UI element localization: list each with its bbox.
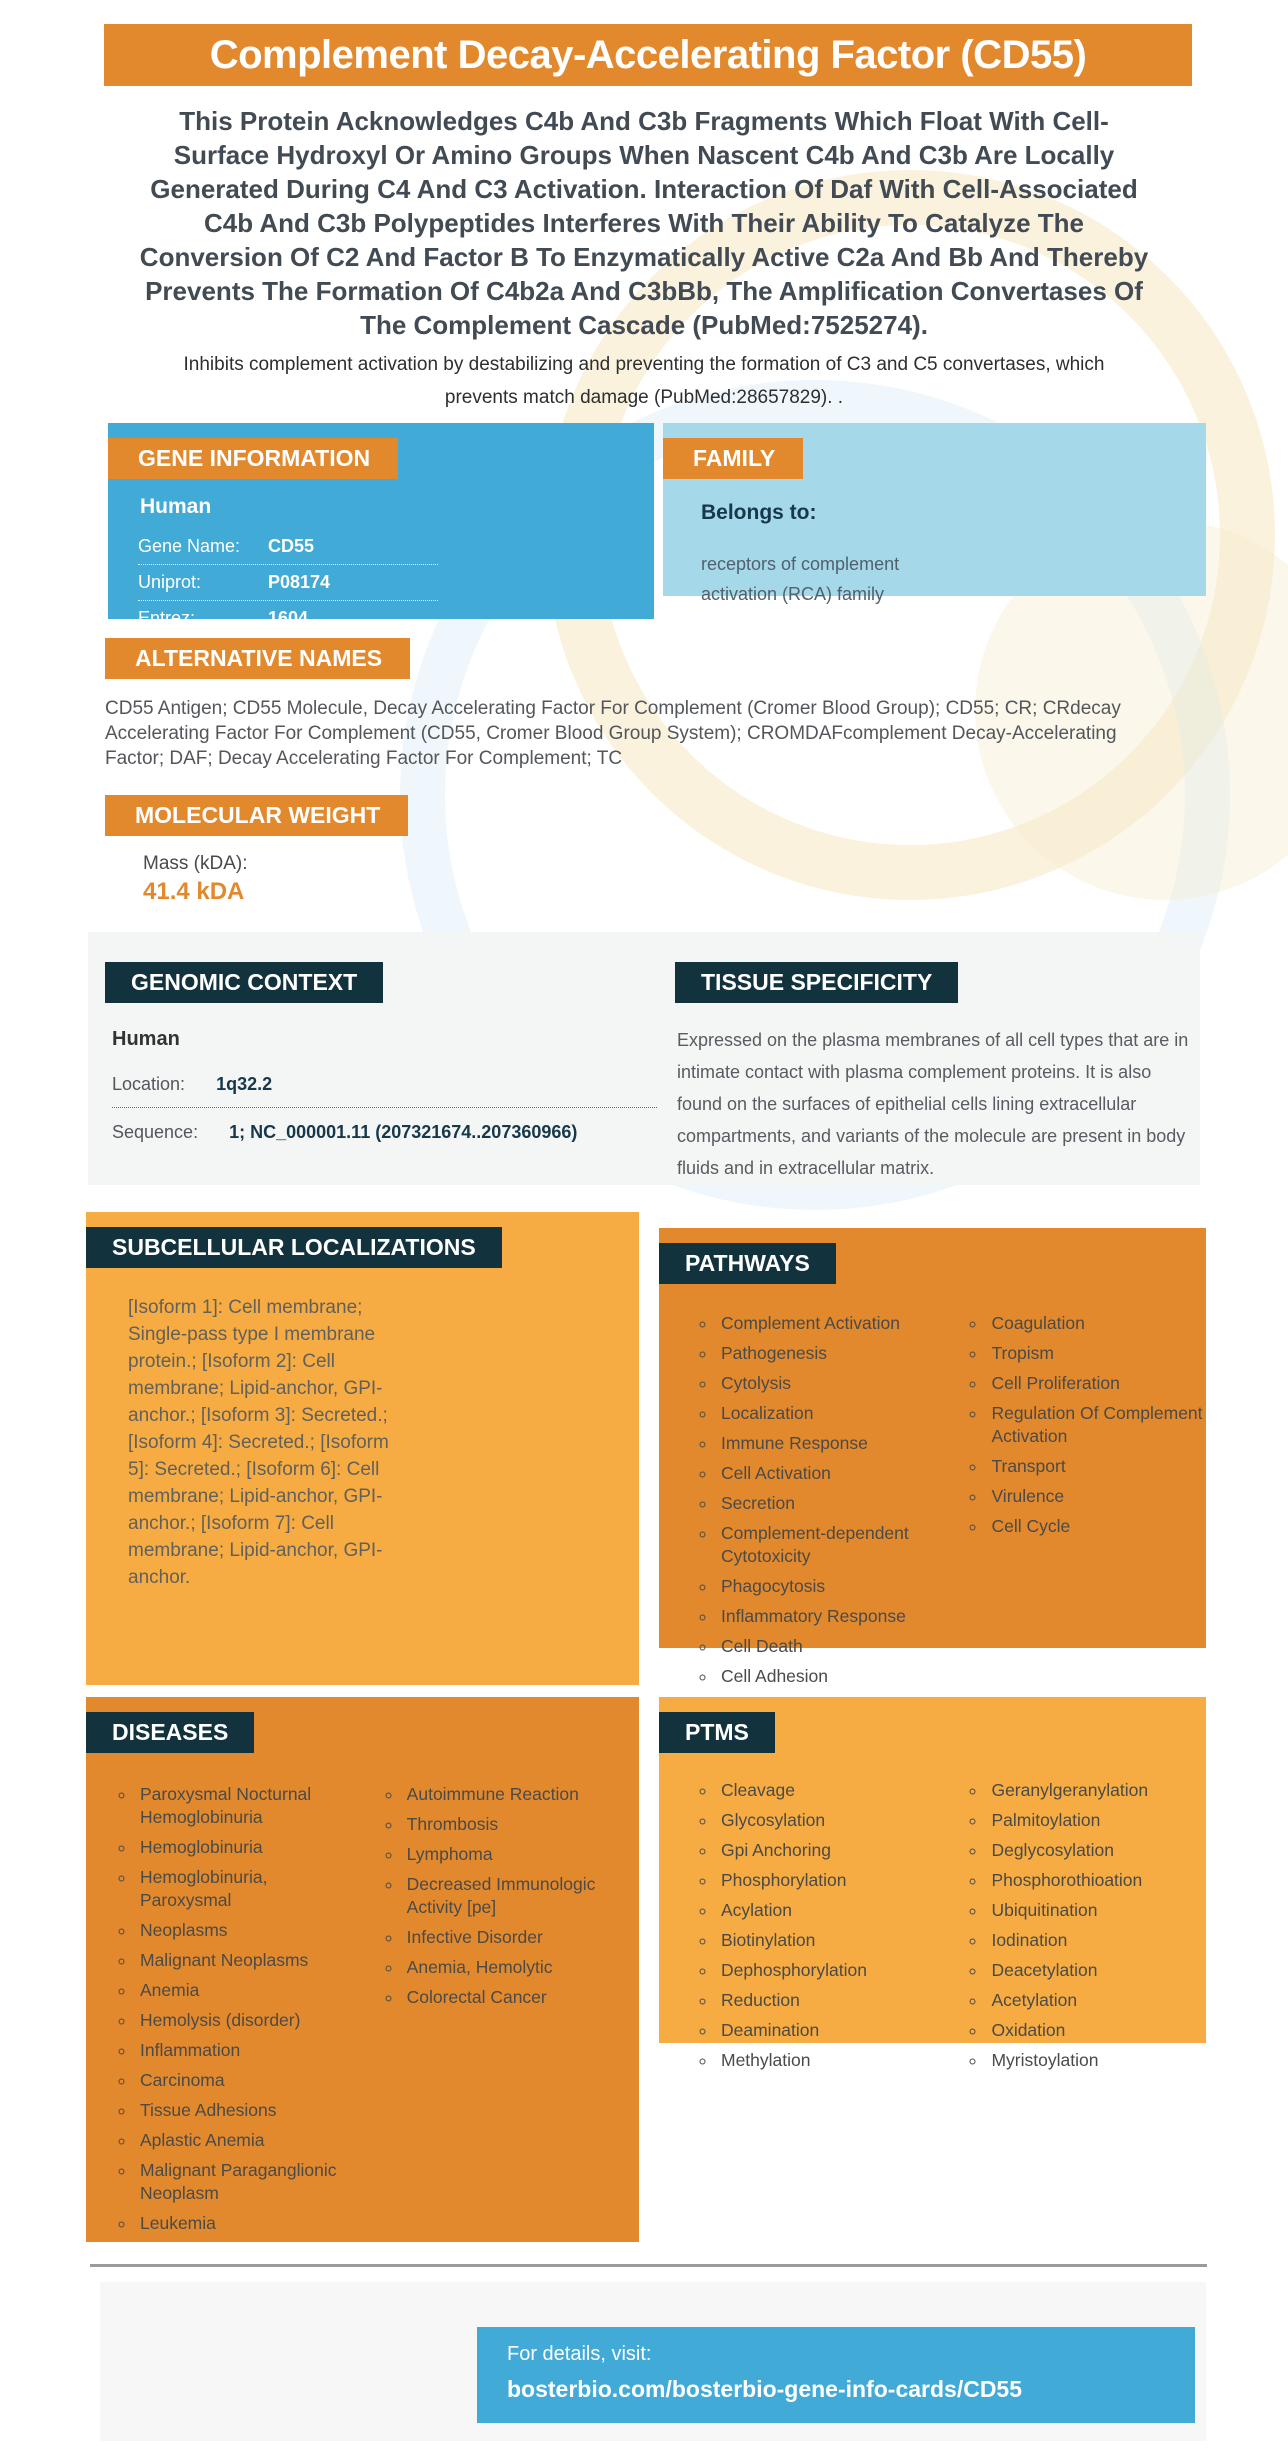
list-item: ◦ Localization [717, 1402, 937, 1425]
summary-paragraph: Inhibits complement activation by destabilizing and preventing the formation of C3 and C5 convertases, which prevents match damage (PubMed:28657829). . [183, 354, 1105, 408]
pathways-list-col2 [965, 1312, 1206, 1725]
subcellular-localizations-section [86, 1212, 639, 1685]
pathways-section [659, 1228, 1206, 1686]
uniprot-label: Uniprot: [138, 572, 202, 592]
list-item: ◦ Glycosylation [717, 1809, 937, 1832]
family-content [663, 479, 1206, 609]
ptms-columns [695, 1779, 1206, 2079]
hero-description: This Protein Acknowledges C4b And C3b Fragments Which Float With Cell-Surface Hydroxyl Or Amino Groups When Nascent C4b And C3b Are Locally Generated During C4 And C3 Activation. Interaction Of Daf With Cell-Associated C4b And C3b Polypeptides Interferes With Their Ability To Catalyze The Conversion Of C2 And Factor B To Enzymatically Active C2a And Bb And Thereby Prevents The Formation Of C4b2a And C3bBb, The Amplification Convertases Of The Complement Cascade (PubMed:7525274). [139, 106, 1149, 340]
gene-name-value: CD55 [268, 536, 315, 556]
list-item: ◦ Colorectal Cancer [403, 1986, 639, 2009]
genomic-tissue-panel [88, 932, 1200, 1185]
subcellular-localizations-heading: SUBCELLULAR LOCALIZATIONS [86, 1227, 502, 1268]
mass-label: Mass (kDA): [143, 853, 248, 874]
location-value: 1q32.2 [216, 1074, 273, 1094]
diseases-columns [114, 1783, 639, 2242]
alternative-names-heading: ALTERNATIVE NAMES [105, 638, 410, 679]
list-item: ◦ Palmitoylation [987, 1809, 1206, 1832]
sequence-value: 1; NC_000001.11 (207321674..207360966) [229, 1122, 578, 1142]
list-item: ◦ Biotinylation [717, 1929, 937, 1952]
list-item: ◦ Deacetylation [987, 1959, 1206, 1982]
gene-row-gene-name [138, 529, 438, 565]
list-item: ◦ Hemoglobinuria, Paroxysmal [136, 1866, 351, 1912]
list-item: ◦ Anemia [136, 1979, 351, 2002]
list-item: ◦ Malignant Neoplasms [136, 1949, 351, 1972]
list-item: ◦ Phosphorothioation [987, 1869, 1206, 1892]
list-item: ◦ Dephosphorylation [717, 1959, 937, 1982]
genomic-species: Human [112, 1028, 180, 1050]
page-title: Complement Decay-Accelerating Factor (CD55) [104, 24, 1192, 86]
tissue-specificity-text: Expressed on the plasma membranes of all cell types that are in intimate contact with plasma complement proteins. It is also found on the surfaces of epithelial cells lining extracellular compartments, and variants of the molecule are present in body fluids and in extracellular matrix. [677, 1030, 1189, 1178]
list-item: ◦ Complement Activation [717, 1312, 937, 1335]
list-item: ◦ Coagulation [987, 1312, 1206, 1335]
entrez-label: Entrez: [138, 608, 196, 628]
list-item: ◦ Cell Death [717, 1635, 937, 1658]
list-item: ◦ Cytolysis [717, 1372, 937, 1395]
list-item: ◦ Cell Adhesion [717, 1665, 937, 1688]
footer-divider [90, 2264, 1207, 2267]
ptms-section [659, 1697, 1206, 2070]
list-item: ◦ Virulence [987, 1485, 1206, 1508]
alternative-names-text: CD55 Antigen; CD55 Molecule, Decay Accelerating Factor For Complement (Cromer Blood Group); CD55; CR; CRdecay Accelerating Factor For Complement (CD55, Cromer Blood Group System); CROMDAFcomplement Decay-Accelerating Factor; DAF; Decay Accelerating Factor For Complement; TC [105, 698, 1121, 769]
footer-visit-label: For details, visit: [507, 2343, 652, 2365]
list-item: ◦ Carcinoma [136, 2069, 351, 2092]
location-label: Location: [112, 1074, 186, 1094]
list-item: ◦ Methylation [717, 2049, 937, 2072]
list-item: ◦ Ubiquitination [987, 1899, 1206, 1922]
family-section [663, 423, 1206, 604]
family-heading: FAMILY [663, 438, 803, 479]
footer-callout [477, 2327, 1195, 2423]
list-item: ◦ Malignant Paraganglionic Neoplasm [136, 2159, 351, 2205]
list-item: ◦ Secretion [717, 1492, 937, 1515]
list-item: ◦ Gpi Anchoring [717, 1839, 937, 1862]
molecular-weight-heading: MOLECULAR WEIGHT [105, 795, 408, 836]
uniprot-value: P08174 [268, 572, 331, 592]
gene-information-section [108, 423, 654, 628]
list-item: ◦ Deglycosylation [987, 1839, 1206, 1862]
list-item: ◦ Acylation [717, 1899, 937, 1922]
list-item: ◦ Cell Cycle [987, 1515, 1206, 1538]
list-item: ◦ Regulation Of Complement Activation [987, 1402, 1206, 1448]
diseases-section [86, 1697, 639, 2242]
ptms-list-col1 [695, 1779, 937, 2079]
list-item: ◦ Lymphoma [403, 1843, 639, 1866]
ptms-heading: PTMS [659, 1712, 775, 1753]
footer-url-link[interactable]: bosterbio.com/bosterbio-gene-info-cards/CD55 [507, 2376, 1023, 2402]
list-item: ◦ Cell Proliferation [987, 1372, 1206, 1395]
list-item: ◦ Pathogenesis [717, 1342, 937, 1365]
gene-name-label: Gene Name: [138, 536, 241, 556]
list-item: ◦ Paroxysmal Nocturnal Hemoglobinuria [136, 1783, 351, 1829]
list-item: ◦ Cleavage [717, 1779, 937, 1802]
list-item: ◦ Hemolysis (disorder) [136, 2009, 351, 2032]
list-item: ◦ Transport [987, 1455, 1206, 1478]
gene-information-content [108, 479, 654, 636]
list-item: ◦ Myristoylation [987, 2049, 1206, 2072]
list-item: ◦ Inflammation [136, 2039, 351, 2062]
list-item: ◦ Deamination [717, 2019, 937, 2042]
gene-row-uniprot [138, 565, 438, 601]
diseases-heading: DISEASES [86, 1712, 254, 1753]
list-item: ◦ Leukemia [136, 2212, 351, 2235]
belongs-to-label: Belongs to: [701, 501, 817, 524]
list-item: ◦ Complement-dependent Cytotoxicity [717, 1522, 937, 1568]
list-item: ◦ Reduction [717, 1989, 937, 2012]
diseases-list-col1 [114, 1783, 351, 2242]
list-item: ◦ Acetylation [987, 1989, 1206, 2012]
family-value: receptors of complement activation (RCA) family [701, 554, 900, 604]
mass-value: 41.4 kDA [143, 878, 245, 905]
sequence-label: Sequence: [112, 1122, 199, 1142]
list-item: ◦ Cell Activation [717, 1462, 937, 1485]
list-item: ◦ Thrombosis [403, 1813, 639, 1836]
pathways-heading: PATHWAYS [659, 1243, 836, 1284]
list-item: ◦ Phosphorylation [717, 1869, 937, 1892]
list-item: ◦ Iodination [987, 1929, 1206, 1952]
subcellular-localizations-text: [Isoform 1]: Cell membrane; Single-pass type I membrane protein.; [Isoform 2]: Cell membrane; Lipid-anchor, GPI-anchor.; [Isoform 3]: Secreted.; [Isoform 4]: Secreted.; [Isoform 5]: Secreted.; [Isoform 6]: Cell membrane; Lipid-anchor, GPI-anchor.; [Isoform 7]: Cell membrane; Lipid-anchor, GPI-anchor. [128, 1297, 389, 1588]
entrez-value: 1604 [268, 608, 309, 628]
ptms-list-col2 [965, 1779, 1206, 2079]
list-item: ◦ Hemoglobinuria [136, 1836, 351, 1859]
list-item: ◦ Tropism [987, 1342, 1206, 1365]
pathways-columns [695, 1312, 1206, 1725]
list-item: ◦ Oxidation [987, 2019, 1206, 2042]
list-item: ◦ Phagocytosis [717, 1575, 937, 1598]
footer-panel [100, 2282, 1206, 2441]
gene-species: Human [140, 495, 212, 518]
genomic-sequence-row [112, 1122, 577, 1143]
pathways-list-col1 [695, 1312, 937, 1725]
diseases-list-col2 [381, 1783, 639, 2242]
list-item: ◦ Aplastic Anemia [136, 2129, 351, 2152]
gene-information-heading: GENE INFORMATION [108, 438, 398, 479]
list-item: ◦ Anemia, Hemolytic [403, 1956, 639, 1979]
genomic-context-heading: GENOMIC CONTEXT [105, 962, 383, 1003]
genomic-location-row [112, 1074, 272, 1095]
dotted-divider [112, 1107, 657, 1108]
list-item: ◦ Geranylgeranylation [987, 1779, 1206, 1802]
list-item: ◦ Immune Response [717, 1432, 937, 1455]
list-item: ◦ Decreased Immunologic Activity [pe] [403, 1873, 639, 1919]
list-item: ◦ Neoplasms [136, 1919, 351, 1942]
list-item: ◦ Autoimmune Reaction [403, 1783, 639, 1806]
list-item: ◦ Infective Disorder [403, 1926, 639, 1949]
list-item: ◦ Tissue Adhesions [136, 2099, 351, 2122]
gene-row-entrez [138, 601, 438, 636]
list-item: ◦ Inflammatory Response [717, 1605, 937, 1628]
tissue-specificity-heading: TISSUE SPECIFICITY [675, 962, 958, 1003]
